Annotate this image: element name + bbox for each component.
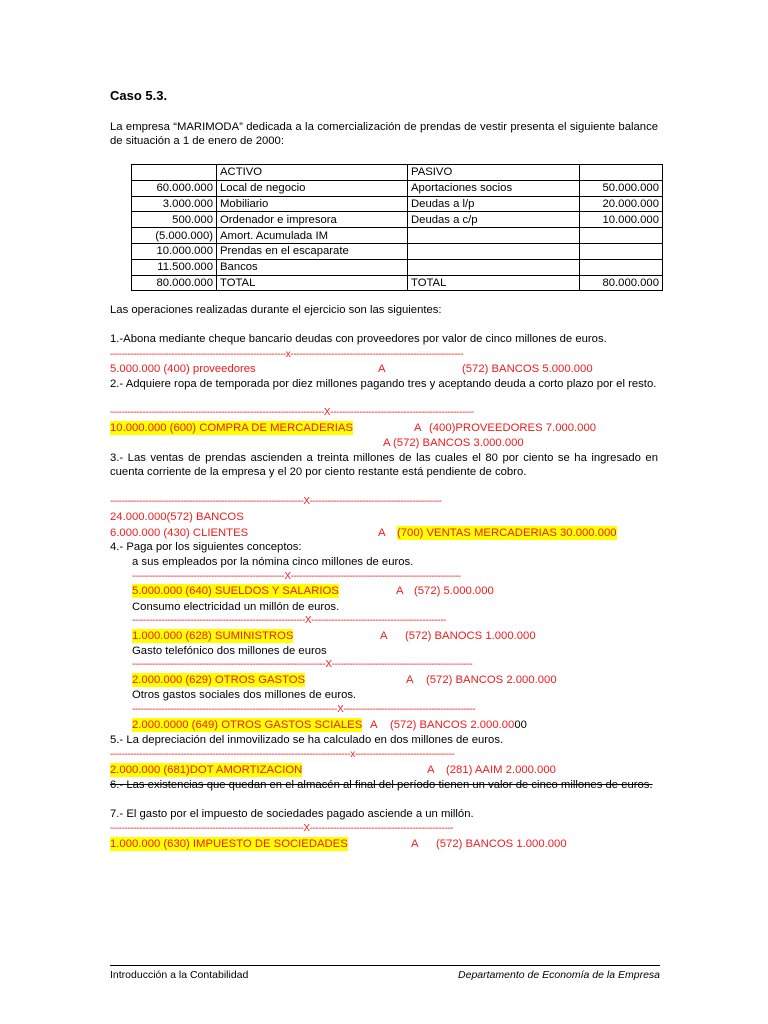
table-cell xyxy=(580,259,663,275)
op3-text: 3.- Las ventas de prendas ascienden a treinta millones de las cuales el 80 por ciento se ha ingresado en cuenta corriente de la empresa y el 20 por ciento restante está pendiente de cobro. xyxy=(110,452,658,478)
table-cell: Deudas a l/p xyxy=(408,196,580,212)
op4-sub1-a: A xyxy=(396,585,404,597)
op7-text: 7.- El gasto por el impuesto de sociedades pagado asciende a un millón. xyxy=(110,808,474,820)
intro-paragraph: La empresa “MARIMODA” dedicada a la comercialización de prendas de vestir presenta el siguiente balance de situación a 1 de enero de 2000: xyxy=(110,121,658,147)
table-row xyxy=(132,196,663,212)
op4-sub3-debit: 2.000.000 (629) OTROS GASTOS xyxy=(132,674,306,686)
case-title: Caso 5.3. xyxy=(110,88,168,103)
op4-sub3-text: Gasto telefónico dos millones de euros xyxy=(132,645,327,657)
table-cell: 20.000.000 xyxy=(580,196,663,212)
table-total-row xyxy=(132,275,663,291)
table-header-cell: PASIVO xyxy=(408,165,580,181)
op4-sub4-credit-tail: 00 xyxy=(514,719,527,731)
table-cell: TOTAL xyxy=(217,275,408,291)
table-cell: 80.000.000 xyxy=(580,275,663,291)
op4-sub2-a: A xyxy=(380,630,388,642)
table-header-row xyxy=(132,165,663,181)
op3-separator: ------------------------------------------------------------------X--------------------------------------------- xyxy=(110,497,442,507)
table-cell: 80.000.000 xyxy=(132,275,217,291)
op1-credit: (572) BANCOS 5.000.000 xyxy=(462,363,593,375)
table-row xyxy=(132,212,663,228)
table-header-cell xyxy=(580,165,663,181)
op4-sub2-credit: (572) BANOCS 1.000.000 xyxy=(405,630,536,642)
op3-debit-2: 6.000.000 (430) CLIENTES xyxy=(110,527,249,539)
op4-sub3-a: A xyxy=(406,674,414,686)
table-cell xyxy=(408,259,580,275)
op2-credit-1: (400)PROVEEDORES 7.000.000 xyxy=(429,422,597,434)
table-cell: Ordenador e impresora xyxy=(217,212,408,228)
table-row xyxy=(132,180,663,196)
op4-sub4-text: Otros gastos sociales dos millones de euros. xyxy=(132,689,357,701)
op4-sub4-debit: 2.000.0000 (649) OTROS GASTOS SCIALES xyxy=(132,719,363,731)
op1-text: 1.-Abona mediante cheque bancario deudas con proveedores por valor de cinco millones de euros. xyxy=(110,333,607,345)
table-cell xyxy=(408,243,580,259)
op5-credit: (281) AAIM 2.000.000 xyxy=(446,764,556,776)
op7-credit: (572) BANCOS 1.000.000 xyxy=(436,838,567,850)
table-cell xyxy=(408,228,580,244)
table-cell: 60.000.000 xyxy=(132,180,217,196)
op4-sub2-debit: 1.000.000 (628) SUMINISTROS xyxy=(132,630,294,642)
op4-sub1-text: a sus empleados por la nómina cinco millones de euros. xyxy=(132,556,414,568)
op1-debit: 5.000.000 (400) proveedores xyxy=(110,363,256,375)
op4-sub1-debit: 5.000.000 (640) SUELDOS Y SALARIOS xyxy=(132,585,339,597)
table-row xyxy=(132,259,663,275)
op7-a: A xyxy=(411,838,419,850)
op2-debit: 10.000.000 (600) COMPRA DE MERCADERIAS xyxy=(110,422,353,434)
table-cell: 500.000 xyxy=(132,212,217,228)
op5-separator: ----------------------------------------------------------------------------------x---------------------------------- xyxy=(110,750,455,760)
op2-a: A xyxy=(414,422,422,434)
footer-department: Departamento de Economía de la Empresa xyxy=(458,969,660,981)
op7-debit: 1.000.000 (630) IMPUESTO DE SOCIEDADES xyxy=(110,838,348,850)
table-cell: 3.000.000 xyxy=(132,196,217,212)
op4-sub2-text: Consumo electricidad un millón de euros. xyxy=(132,601,340,613)
table-cell: 10.000.000 xyxy=(132,243,217,259)
table-cell: Bancos xyxy=(217,259,408,275)
op4-sub2-separator: -----------------------------------------------------------X---------------------------------------------- xyxy=(132,616,446,626)
table-cell: 50.000.000 xyxy=(580,180,663,196)
table-cell: (5.000.000) xyxy=(132,228,217,244)
footer-divider xyxy=(110,965,660,966)
op3-a: A xyxy=(378,527,386,539)
op4-text: 4.- Paga por los siguientes conceptos: xyxy=(110,541,302,553)
op4-sub1-credit: (572) 5.000.000 xyxy=(414,585,494,597)
op4-sub3-separator: ------------------------------------------------------------------X------------------------------------------------ xyxy=(132,660,473,670)
table-cell: Deudas a c/p xyxy=(408,212,580,228)
table-cell: Aportaciones socios xyxy=(408,180,580,196)
table-cell xyxy=(580,243,663,259)
table-cell: Local de negocio xyxy=(217,180,408,196)
table-header-cell: ACTIVO xyxy=(217,165,408,181)
op5-a: A xyxy=(427,764,435,776)
table-row xyxy=(132,228,663,244)
op4-sub4-separator: ----------------------------------------------------------------------X--------------------------------------------- xyxy=(132,705,476,715)
op4-sub4-credit-wrap xyxy=(390,718,527,732)
op4-sub3-credit: (572) BANCOS 2.000.000 xyxy=(426,674,557,686)
op2-credit-2: A (572) BANCOS 3.000.000 xyxy=(383,437,524,449)
op4-sub4-credit: (572) BANCOS 2.000.00 xyxy=(390,719,515,731)
op4-sub4-a: A xyxy=(370,719,378,731)
op2-text: 2.- Adquiere ropa de temporada por diez millones pagando tres y aceptando deuda a corto plazo por el resto. xyxy=(110,378,657,390)
op1-separator: ------------------------------------------------------------x----------------------------------------------------------- xyxy=(110,350,464,360)
table-row xyxy=(132,243,663,259)
op3-debit-1: 24.000.000(572) BANCOS xyxy=(110,511,244,523)
op1-a: A xyxy=(378,363,386,375)
table-cell: Amort. Acumulada IM xyxy=(217,228,408,244)
table-cell: TOTAL xyxy=(408,275,580,291)
operations-intro: Las operaciones realizadas durante el ejercicio son las siguientes: xyxy=(110,304,442,316)
op2-separator: -------------------------------------------------------------------------X------------------------------------------------- xyxy=(110,408,474,418)
op6-text: 6.- Las existencias que quedan en el almacén al final del período tienen un valor de cinco millones de euros. xyxy=(110,779,653,791)
footer-course-title: Introducción a la Contabilidad xyxy=(110,969,249,981)
table-cell: Prendas en el escaparate xyxy=(217,243,408,259)
op5-debit: 2.000.000 (681)DOT AMORTIZACION xyxy=(110,764,303,776)
table-header-cell xyxy=(132,165,217,181)
table-cell xyxy=(580,228,663,244)
table-cell: 10.000.000 xyxy=(580,212,663,228)
op5-text: 5.- La depreciación del inmovilizado se ha calculado en dos millones de euros. xyxy=(110,734,504,746)
op3-credit: (700) VENTAS MERCADERIAS 30.000.000 xyxy=(397,527,617,539)
op4-sub1-separator: ----------------------------------------------------X---------------------------------------------------------- xyxy=(132,572,461,582)
table-cell: Mobiliario xyxy=(217,196,408,212)
op7-separator: ------------------------------------------------------------------X------------------------------------------------- xyxy=(110,824,454,834)
table-cell: 11.500.000 xyxy=(132,259,217,275)
balance-sheet-table xyxy=(131,164,663,291)
